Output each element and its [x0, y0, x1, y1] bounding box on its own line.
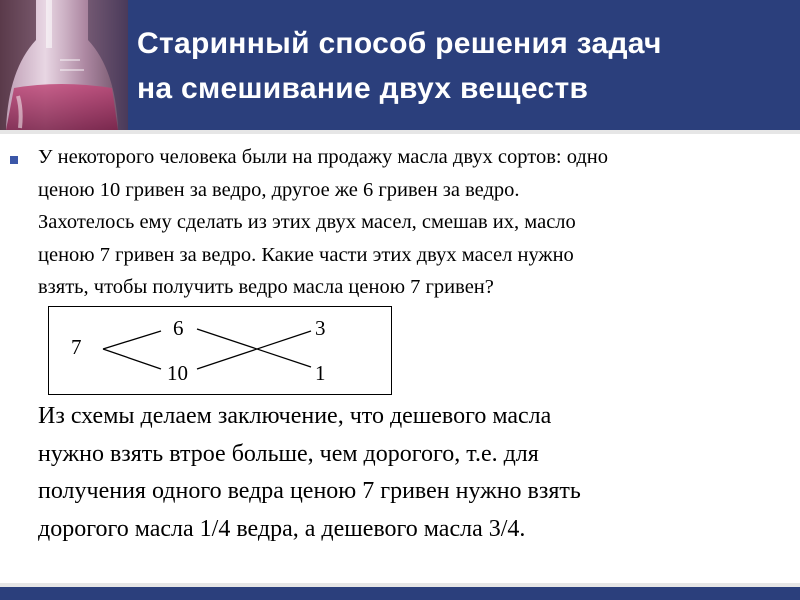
conclusion-text: [38, 398, 788, 548]
conclusion-line: нужно взять втрое больше, чем дорогого, т.е. для: [38, 440, 539, 467]
scheme-line-target-expensive: [103, 349, 161, 369]
problem-line: Захотелось ему сделать из этих двух масел, смешав их, масло: [38, 211, 576, 233]
conclusion-line: дорогого масла 1/4 ведра, а дешевого масла 3/4.: [38, 515, 526, 542]
slide-title-line-2: на смешивание двух веществ: [137, 72, 589, 105]
problem-line: взять, чтобы получить ведро масла ценою 7 гривен?: [38, 276, 494, 298]
scheme-lines: [49, 307, 393, 396]
problem-text: [38, 141, 786, 304]
flask-image: [0, 0, 128, 130]
bullet-square-icon: [10, 156, 18, 164]
header-divider: [0, 130, 800, 134]
scheme-cheap-price: 6: [173, 316, 184, 340]
scheme-line-target-cheap: [103, 331, 161, 349]
conclusion-line: Из схемы делаем заключение, что дешевого масла: [38, 403, 552, 429]
slide-title-line-1: Старинный способ решения задач: [137, 27, 662, 60]
mixing-scheme: [48, 306, 392, 395]
scheme-expensive-price: 10: [167, 361, 188, 385]
footer-bar: [0, 587, 800, 600]
problem-line: ценою 10 гривен за ведро, другое же 6 гривен за ведро.: [38, 178, 520, 201]
scheme-target-value: 7: [71, 335, 82, 359]
problem-line: У некоторого человека были на продажу масла двух сортов: одно: [38, 146, 609, 168]
scheme-expensive-parts: 1: [315, 361, 326, 385]
scheme-cheap-parts: 3: [315, 316, 326, 340]
scheme-line-cheap-to-expensive-parts: [197, 329, 311, 367]
problem-line: ценою 7 гривен за ведро. Какие части этих двух масел нужно: [38, 243, 574, 266]
title-bar: [0, 0, 800, 130]
scheme-line-expensive-to-cheap-parts: [197, 331, 311, 369]
conclusion-line: получения одного ведра ценою 7 гривен нужно взять: [38, 478, 581, 504]
